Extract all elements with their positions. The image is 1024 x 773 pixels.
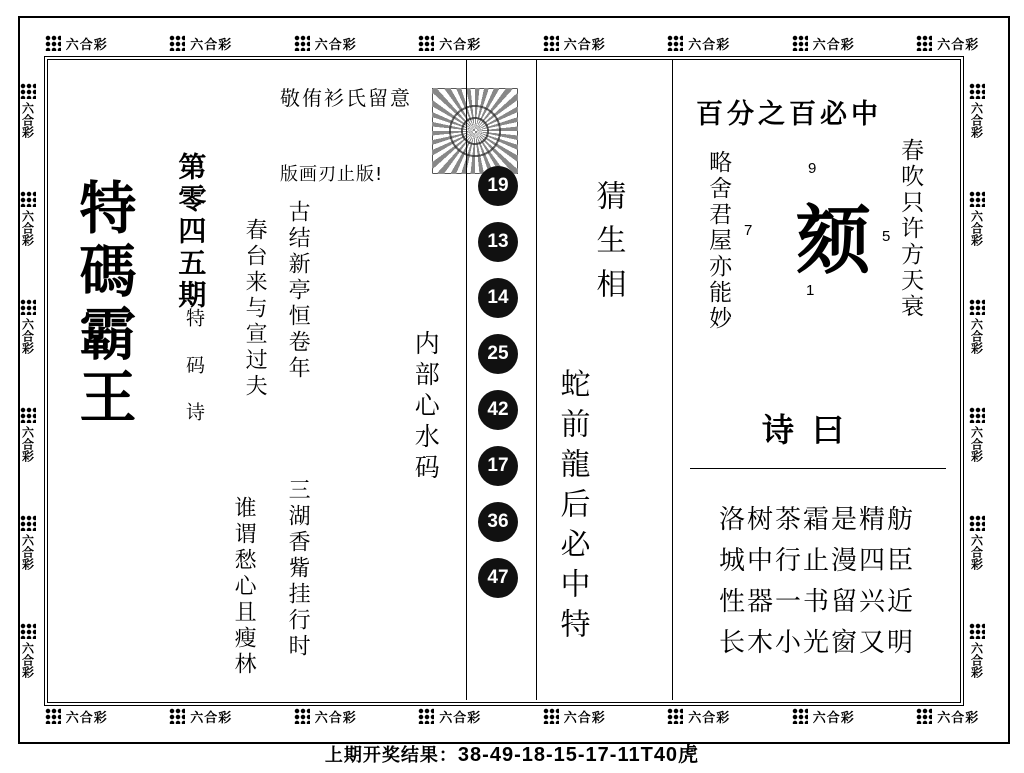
border-label: 六合彩 xyxy=(314,710,357,726)
right-poem-line: 城中行止漫四臣 xyxy=(718,546,915,577)
border-ornament-group xyxy=(543,707,606,726)
border-label: 六合彩 xyxy=(812,710,855,726)
lucky-number-ball: 17 xyxy=(478,446,518,486)
border-label: 六合彩 xyxy=(190,710,233,726)
border-ornament-group xyxy=(916,707,979,726)
mark-number: 1 xyxy=(806,282,815,299)
border-ornament-group xyxy=(45,34,108,53)
right-poem-line: 长木小光窗又明 xyxy=(718,628,915,659)
border-ornament-group xyxy=(792,707,855,726)
ornament-icon xyxy=(969,407,985,423)
right-poem xyxy=(692,500,942,664)
page-title: 特碼霸王 xyxy=(69,178,136,430)
border-ornament-group xyxy=(169,34,232,53)
ornament-icon xyxy=(969,83,985,99)
lucky-number-ball: 13 xyxy=(478,222,518,262)
border-label: 六合彩 xyxy=(969,317,984,354)
border-label: 六合彩 xyxy=(439,37,482,53)
border-label: 六合彩 xyxy=(688,710,731,726)
border-label: 六合彩 xyxy=(563,710,606,726)
border-ornament-group xyxy=(20,623,37,678)
border-ornament-group xyxy=(169,707,232,726)
ornament-icon xyxy=(667,708,683,724)
ornament-icon xyxy=(20,407,36,423)
ornament-icon xyxy=(418,708,434,724)
border-ornament-group xyxy=(969,299,986,354)
border-label: 六合彩 xyxy=(20,101,35,138)
ornament-icon xyxy=(667,35,683,51)
border-label: 六合彩 xyxy=(65,37,108,53)
divider-vertical-right xyxy=(672,60,673,700)
footer-label: 上期开奖结果： xyxy=(324,745,458,766)
ornament-icon xyxy=(169,708,185,724)
border-label: 六合彩 xyxy=(688,37,731,53)
border-label: 六合彩 xyxy=(969,209,984,246)
lucky-number-ball: 25 xyxy=(478,334,518,374)
border-label: 六合彩 xyxy=(439,710,482,726)
riddle-title: 猜生相 xyxy=(590,180,626,312)
note-top: 敬侑衫氏留意 xyxy=(280,86,412,110)
issue-number: 第零四五期 xyxy=(174,152,208,312)
ornament-icon xyxy=(418,35,434,51)
border-ornament-group xyxy=(294,34,357,53)
riddle-body: 蛇前龍后必中特 xyxy=(554,368,590,648)
left-poem-line: 三湖香觜挂行时 xyxy=(285,478,311,660)
ornament-icon xyxy=(20,515,36,531)
ornament-icon xyxy=(169,35,185,51)
border-label: 六合彩 xyxy=(20,317,35,354)
ornament-icon xyxy=(45,35,61,51)
right-poem-line: 性器一书留兴近 xyxy=(718,587,915,618)
border-ornament-group xyxy=(969,191,986,246)
border-ornament-group xyxy=(667,707,730,726)
featured-character: 颏 xyxy=(796,198,870,284)
border-ornament-group xyxy=(667,34,730,53)
lucky-number-ball: 14 xyxy=(478,278,518,318)
mark-number: 9 xyxy=(808,160,817,177)
border-label: 六合彩 xyxy=(937,710,980,726)
lucky-number-ball: 36 xyxy=(478,502,518,542)
right-column-left: 略舍君屋亦能妙 xyxy=(705,150,732,332)
lucky-number-ball: 47 xyxy=(478,558,518,598)
note-sub: 版画刃止版! xyxy=(280,164,384,185)
border-label: 六合彩 xyxy=(20,641,35,678)
lucky-number-ball: 19 xyxy=(478,166,518,206)
border-label: 六合彩 xyxy=(937,37,980,53)
border-ornament-group xyxy=(20,407,37,462)
inner-numbers-label: 内部心水码 xyxy=(411,330,441,485)
border-ornament-group xyxy=(20,299,37,354)
ornament-icon xyxy=(969,515,985,531)
mark-number: 5 xyxy=(882,228,891,245)
ornament-icon xyxy=(294,35,310,51)
border-label: 六合彩 xyxy=(20,533,35,570)
ornament-icon xyxy=(20,191,36,207)
border-label: 六合彩 xyxy=(969,641,984,678)
footer-result: 38-49-18-15-17-11T40虎 xyxy=(457,744,700,766)
border-label: 六合彩 xyxy=(314,37,357,53)
left-poem-line: 春台来与宣过夫 xyxy=(242,218,268,400)
border-label: 六合彩 xyxy=(20,209,35,246)
seal-stamp-icon xyxy=(432,88,518,174)
border-label: 六合彩 xyxy=(969,533,984,570)
border-strip-top xyxy=(14,30,1010,56)
border-label: 六合彩 xyxy=(969,425,984,462)
border-strip-right xyxy=(962,56,992,704)
border-ornament-group xyxy=(418,707,481,726)
border-label: 六合彩 xyxy=(812,37,855,53)
right-poem-line: 洛树茶霜是精舫 xyxy=(718,505,915,535)
border-label: 六合彩 xyxy=(563,37,606,53)
border-ornament-group xyxy=(969,83,986,138)
lucky-number-ball: 42 xyxy=(478,390,518,430)
border-label: 六合彩 xyxy=(190,37,233,53)
right-column-right: 春吹只许方天衰 xyxy=(897,138,924,320)
ornament-icon xyxy=(916,35,932,51)
lucky-number-list xyxy=(478,166,524,614)
border-ornament-group xyxy=(20,83,37,138)
border-ornament-group xyxy=(969,515,986,570)
ornament-icon xyxy=(543,35,559,51)
section-label-poem: 诗曰 xyxy=(762,411,863,449)
border-strip-left xyxy=(14,56,42,704)
headline: 百分之百必中 xyxy=(696,99,882,130)
ornament-icon xyxy=(45,708,61,724)
border-ornament-group xyxy=(969,407,986,462)
left-poem-line: 谁谓愁心且瘦林 xyxy=(231,496,257,678)
border-ornament-group xyxy=(20,515,37,570)
ornament-icon xyxy=(294,708,310,724)
border-ornament-group xyxy=(969,623,986,678)
ornament-icon xyxy=(916,708,932,724)
divider-horizontal-right xyxy=(690,468,946,469)
ornament-icon xyxy=(792,35,808,51)
border-ornament-group xyxy=(543,34,606,53)
border-ornament-group xyxy=(418,34,481,53)
ornament-icon xyxy=(969,623,985,639)
footer xyxy=(0,738,1024,767)
divider-vertical-mid xyxy=(536,60,537,700)
ornament-icon xyxy=(792,708,808,724)
border-strip-bottom xyxy=(14,703,1010,729)
border-ornament-group xyxy=(294,707,357,726)
ornament-icon xyxy=(969,191,985,207)
ornament-icon xyxy=(543,708,559,724)
border-ornament-group xyxy=(792,34,855,53)
border-label: 六合彩 xyxy=(20,425,35,462)
issue-subtitle: 特 码 诗 xyxy=(182,308,205,424)
left-poem-line: 古结新亭恒卷年 xyxy=(285,200,311,382)
border-label: 六合彩 xyxy=(65,710,108,726)
ornament-icon xyxy=(20,299,36,315)
mark-number: 7 xyxy=(744,222,753,239)
border-ornament-group xyxy=(20,191,37,246)
border-label: 六合彩 xyxy=(969,101,984,138)
ornament-icon xyxy=(20,623,36,639)
border-ornament-group xyxy=(45,707,108,726)
ornament-icon xyxy=(20,83,36,99)
border-ornament-group xyxy=(916,34,979,53)
ornament-icon xyxy=(969,299,985,315)
